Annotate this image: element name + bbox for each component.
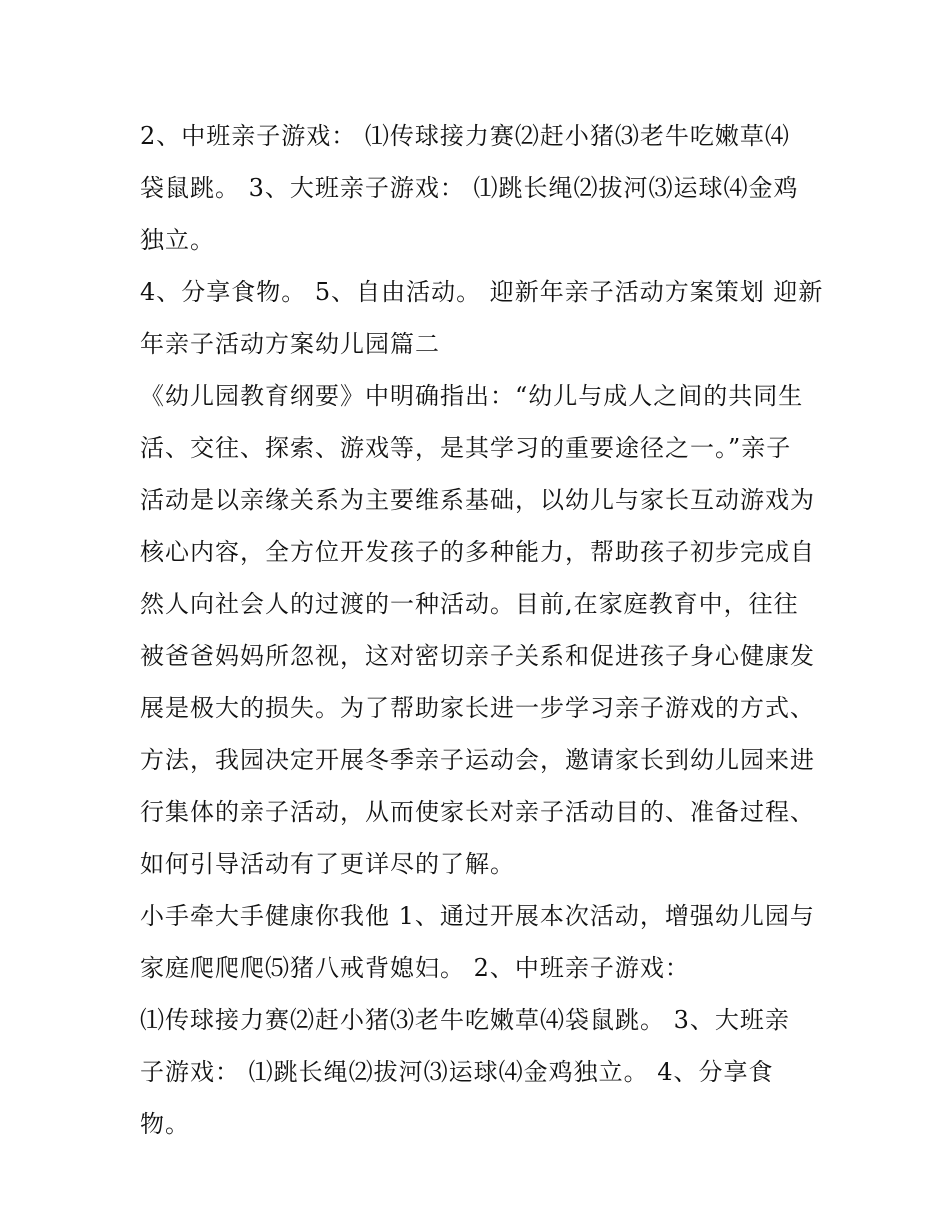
text-line: 小手牵大手健康你我他 1、通过开展本次活动，增强幼儿园与 xyxy=(140,902,815,930)
text-line: 被爸爸妈妈所忽视，这对密切亲子关系和促进孩子身心健康发 xyxy=(140,642,815,670)
text-line: 家庭爬爬爬⑸猪八戒背媳妇。 2、中班亲子游戏： xyxy=(140,954,690,982)
text-line: 独立。 xyxy=(140,226,215,254)
text-line: 方法，我园决定开展冬季亲子运动会，邀请家长到幼儿园来进 xyxy=(140,746,815,774)
text-line: 展是极大的损失。为了帮助家长进一步学习亲子游戏的方式、 xyxy=(140,694,815,722)
text-line: 物。 xyxy=(140,1110,190,1138)
text-line: 行集体的亲子活动，从而使家长对亲子活动目的、准备过程、 xyxy=(140,798,815,826)
paragraph-games-schedule xyxy=(140,110,820,266)
text-line: 如何引导活动有了更详尽的了解。 xyxy=(140,850,515,878)
text-line: 活、交往、探索、游戏等，是其学习的重要途径之一。”亲子 xyxy=(140,434,792,462)
paragraph-section-heading xyxy=(140,266,824,370)
text-line: 核心内容，全方位开发孩子的多种能力，帮助孩子初步完成自 xyxy=(140,538,815,566)
text-line: 然人向社会人的过渡的一种活动。目前,在家庭教育中，往往 xyxy=(140,590,799,618)
text-line: 袋鼠跳。 3、大班亲子游戏： ⑴跳长绳⑵拔河⑶运球⑷金鸡 xyxy=(140,174,799,202)
text-line: ⑴传球接力赛⑵赶小猪⑶老牛吃嫩草⑷袋鼠跳。 3、大班亲 xyxy=(140,1006,790,1034)
text-line: 子游戏： ⑴跳长绳⑵拔河⑶运球⑷金鸡独立。 4、分享食 xyxy=(140,1058,774,1086)
paragraph-introduction xyxy=(140,370,820,890)
text-line: 2、中班亲子游戏： ⑴传球接力赛⑵赶小猪⑶老牛吃嫩草⑷ xyxy=(140,122,790,150)
text-line: 活动是以亲缘关系为主要维系基础，以幼儿与家长互动游戏为 xyxy=(140,486,815,514)
text-line: 年亲子活动方案幼儿园篇二 xyxy=(140,330,440,358)
text-line: 《幼儿园教育纲要》中明确指出：“幼儿与成人之间的共同生 xyxy=(140,382,804,410)
document-body xyxy=(140,110,824,1150)
text-line: 4、分享食物。 5、自由活动。 迎新年亲子活动方案策划 迎新 xyxy=(140,278,824,306)
paragraph-activity-plan xyxy=(140,890,820,1150)
